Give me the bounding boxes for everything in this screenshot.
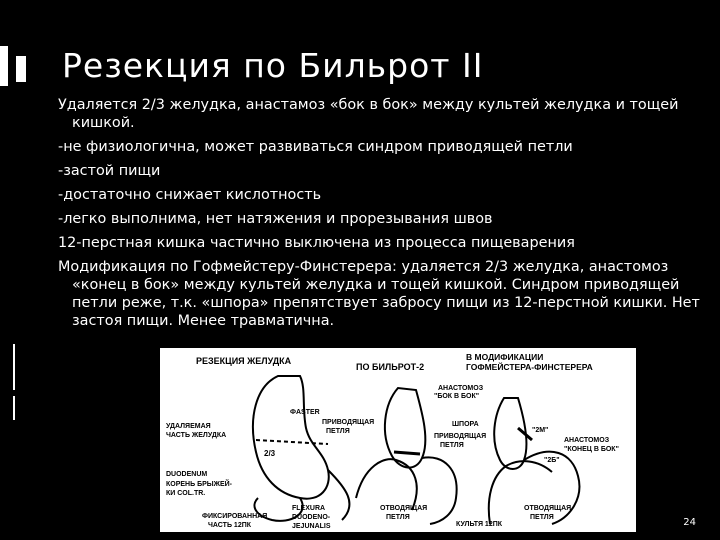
hm-stump-outline xyxy=(494,398,526,469)
billroth-drawing xyxy=(356,388,457,524)
label-flexura-2: DUODENO- xyxy=(292,514,331,521)
paragraph-2: -не физиологична, может развиваться синдром приводящей петли xyxy=(58,139,573,155)
label-modification-2: ГОФМЕЙСТЕРА-ФИНСТЕРЕРА xyxy=(466,362,593,372)
label-anastomosis-right-2: "КОНЕЦ В БОК" xyxy=(564,446,619,453)
label-afferent-mid-1: ПРИВОДЯЩАЯ xyxy=(322,419,375,426)
label-fixed-1: ФИКСИРОВАННАЯ xyxy=(202,513,268,520)
label-afferent-right-2: ПЕТЛЯ xyxy=(440,442,464,449)
paragraph-1: Удаляется 2/3 желудка, анастамоз «бок в бок» между культей желудка и тощей кишкой. xyxy=(58,97,679,131)
stomach-outline xyxy=(253,376,329,499)
anastomosis-marker xyxy=(394,452,420,454)
label-duodenum: DUODENUM xyxy=(166,471,208,478)
page-number: 24 xyxy=(683,517,696,528)
decorative-bar-top xyxy=(0,46,8,86)
paragraph-4: -достаточно снижает кислотность xyxy=(58,187,322,203)
label-efferent-mid-1: ОТВОДЯЩАЯ xyxy=(380,505,428,512)
afferent-loop xyxy=(356,459,417,510)
label-spur: ШПОРА xyxy=(452,421,479,428)
label-afferent-right-1: ПРИВОДЯЩАЯ xyxy=(434,433,487,440)
label-billroth: ПО БИЛЬРОТ-2 xyxy=(356,362,425,372)
label-modification-1: В МОДИФИКАЦИИ xyxy=(466,352,544,362)
label-faster: ФASTER xyxy=(290,409,320,416)
resection-line xyxy=(256,440,328,444)
stump-outline xyxy=(385,388,425,468)
label-resection: РЕЗЕКЦИЯ ЖЕЛУДКА xyxy=(196,356,292,366)
surgical-diagram xyxy=(160,348,636,532)
label-removed-2: ЧАСТЬ ЖЕЛУДКА xyxy=(166,432,227,439)
label-anastomosis-top-1: АНАСТОМОЗ xyxy=(438,385,484,392)
label-removed-1: УДАЛЯЕМАЯ xyxy=(166,423,211,430)
label-mesentery-1: КОРЕНЬ БРЫЖЕЙ- xyxy=(166,481,232,488)
label-anastomosis-top-2: "БОК В БОК" xyxy=(434,393,480,400)
label-2b: "2Б" xyxy=(544,457,560,464)
paragraph-3: -застой пищи xyxy=(58,163,161,179)
label-flexura-1: FLEXURA xyxy=(292,505,326,512)
label-efferent-mid-2: ПЕТЛЯ xyxy=(386,514,410,521)
paragraph-5: -легко выполнима, нет натяжения и прорезывания швов xyxy=(58,211,493,227)
label-mesentery-2: КИ COL.TR. xyxy=(166,490,206,497)
jejunum-loop xyxy=(328,470,349,520)
label-2m: "2M" xyxy=(532,427,549,434)
label-duodenal-stump: КУЛЬТЯ 12ПК xyxy=(456,521,503,528)
label-fixed-2: ЧАСТЬ 12ПК xyxy=(208,522,252,529)
slide-title: Резекция по Бильрот II xyxy=(62,46,484,85)
label-afferent-mid-2: ПЕТЛЯ xyxy=(326,428,350,435)
decorative-bar-thin xyxy=(13,344,15,390)
label-flexura-3: JEJUNALIS xyxy=(292,523,331,530)
paragraph-7: Модификация по Гофмейстеру-Финстерера: удаляется 2/3 желудка, анастомоз «конец в бок» между культей желудка и тощей кишкой. Синдром приводящей петли реже, т.к. «шпора» препятствует забросу пищи из 12-перстной кишки. Нет застоя пищи. Менее травматична. xyxy=(58,259,700,329)
decorative-bar-accent xyxy=(16,56,26,82)
label-efferent-right-1: ОТВОДЯЩАЯ xyxy=(524,505,572,512)
surgical-diagram-svg xyxy=(160,348,636,532)
efferent-loop xyxy=(422,457,457,524)
label-efferent-right-2: ПЕТЛЯ xyxy=(530,514,554,521)
label-two-thirds: 2/3 xyxy=(264,449,276,458)
decorative-bar-thin-2 xyxy=(13,396,15,420)
paragraph-6: 12-перстная кишка частично выключена из процесса пищеварения xyxy=(58,235,575,251)
slide-body xyxy=(58,96,714,336)
label-anastomosis-right-1: АНАСТОМОЗ xyxy=(564,437,610,444)
